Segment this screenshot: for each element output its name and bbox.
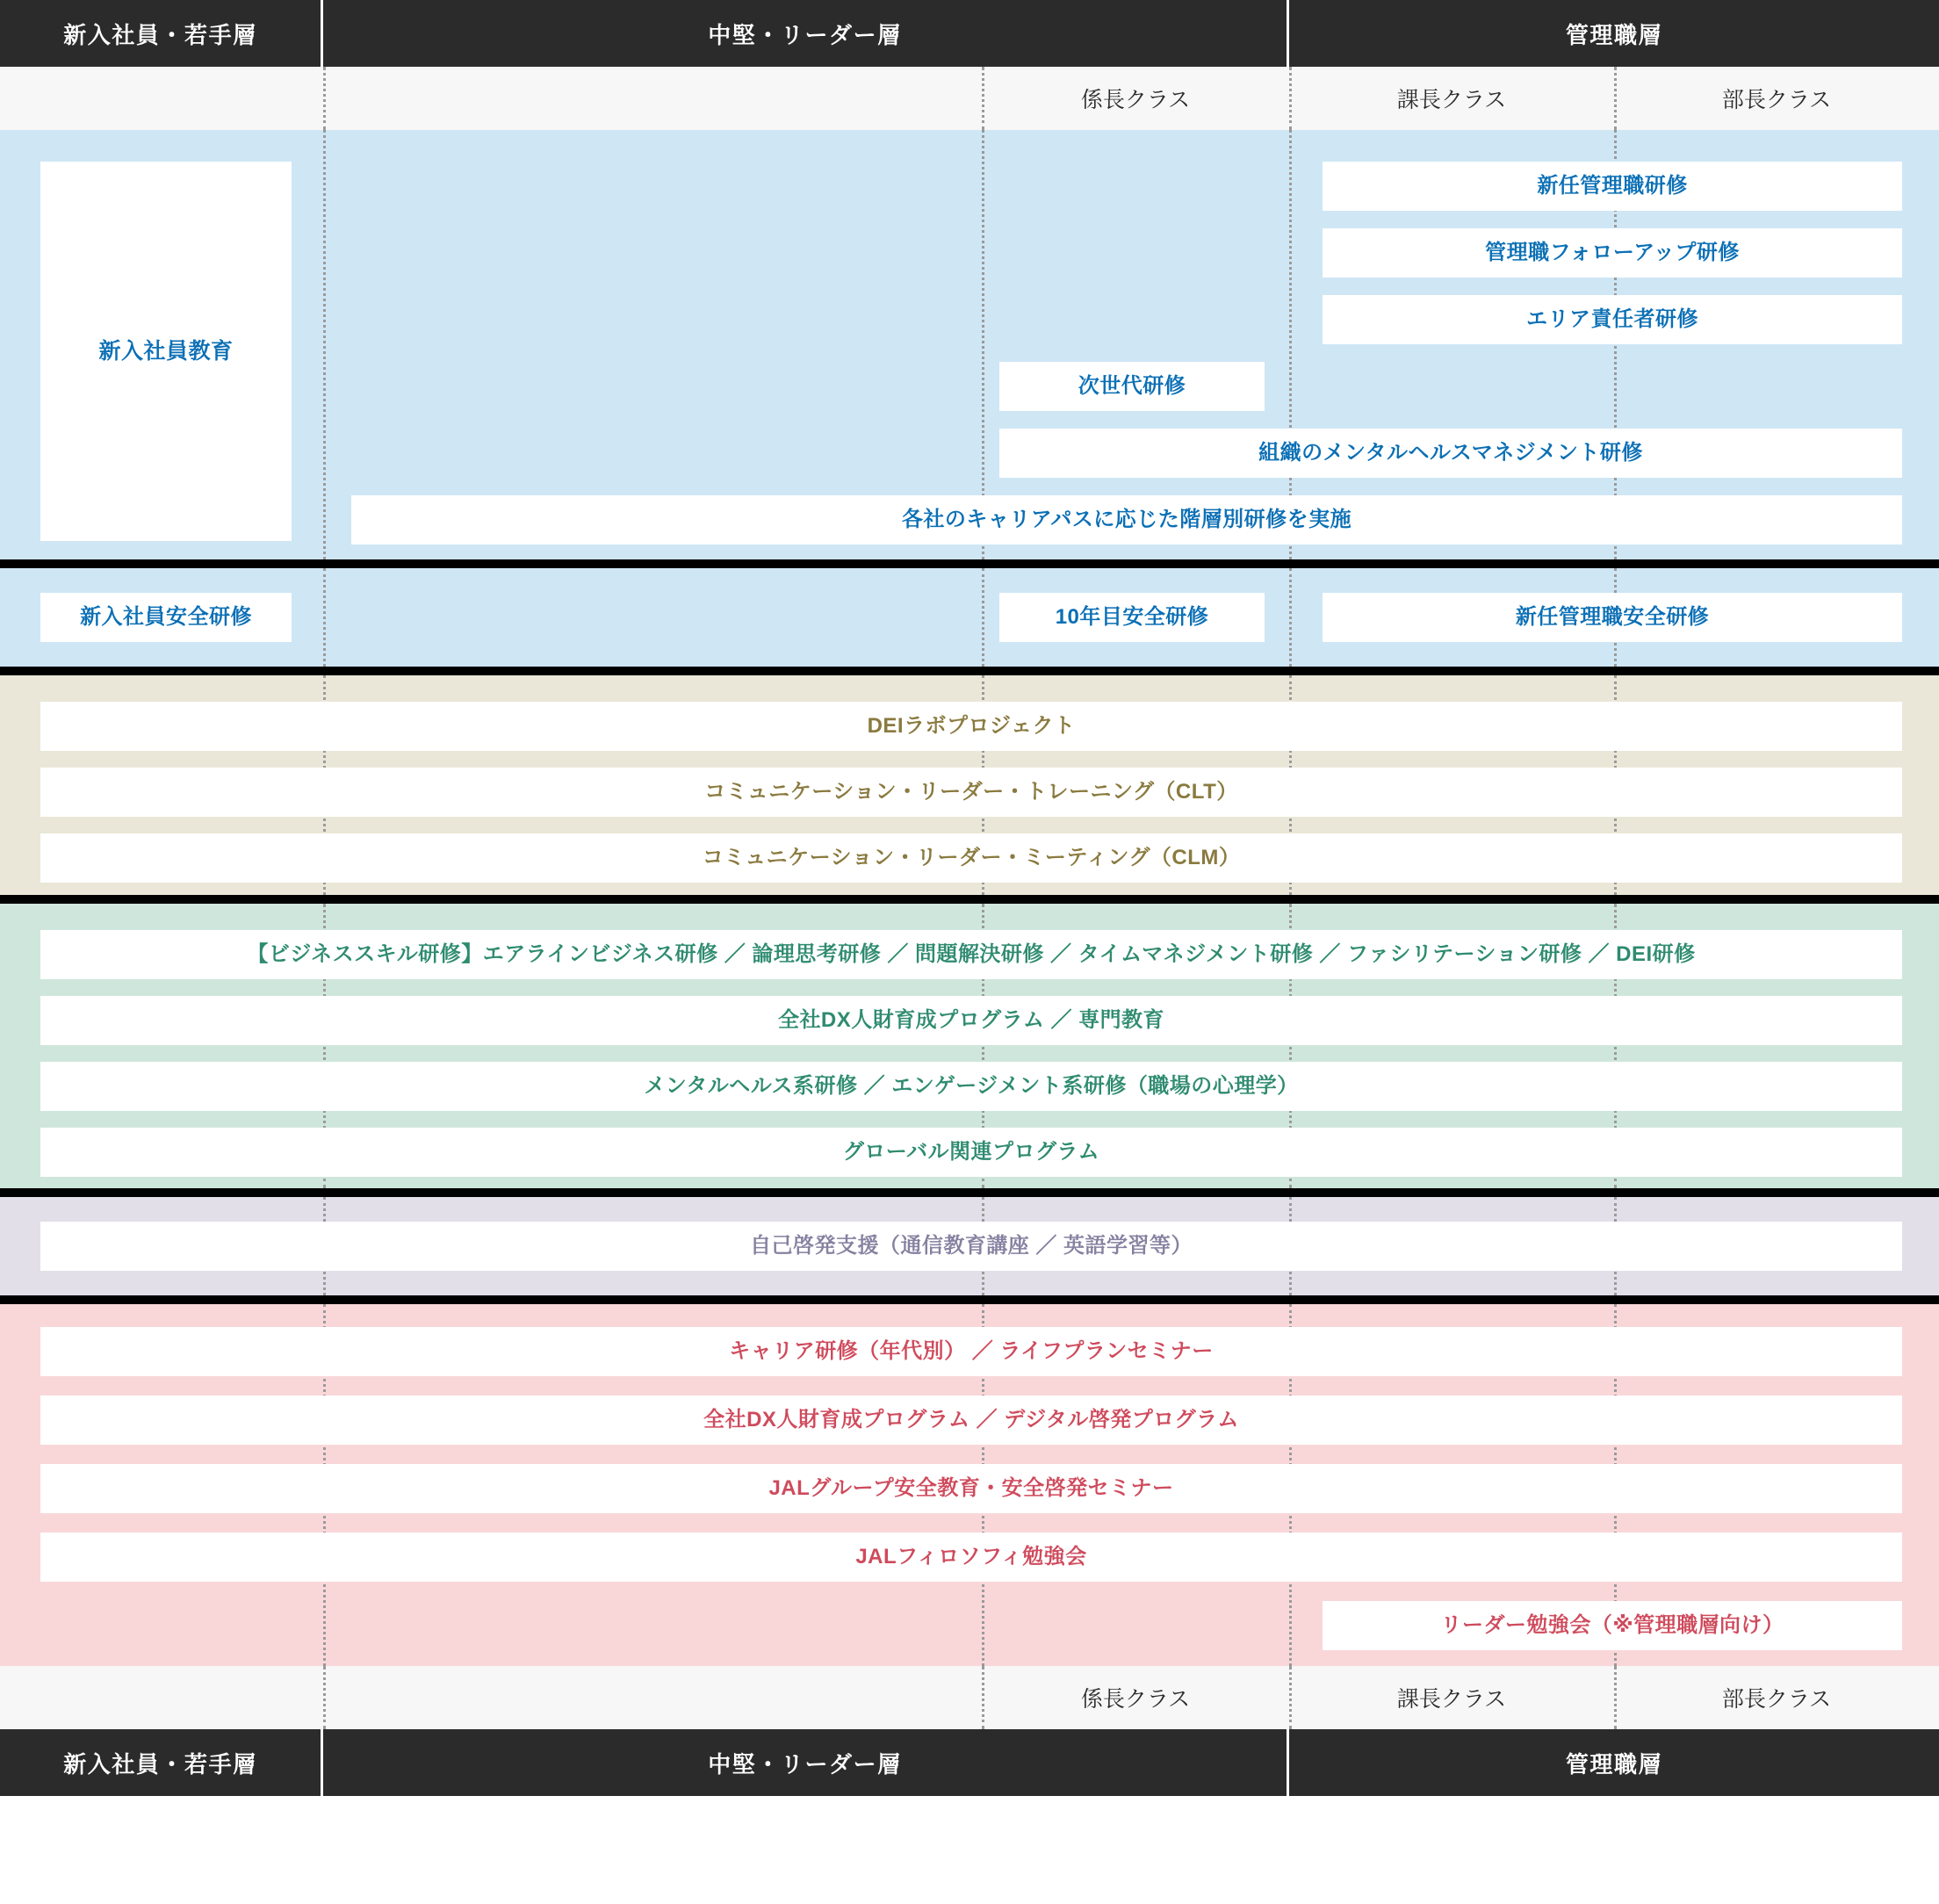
header-bar [0, 0, 1939, 67]
program-company-career-path-training[interactable] [351, 495, 1902, 545]
subheader-kakaricho-label: 係長クラス [1080, 88, 1191, 112]
program-self-development-support[interactable] [40, 1222, 1902, 1271]
header-col-management [1289, 0, 1939, 67]
program-next-generation-training-label: 次世代研修 [1078, 374, 1186, 399]
footer-subheader-bar [0, 1666, 1939, 1729]
program-global-related[interactable] [40, 1128, 1902, 1177]
program-dei-lab-project[interactable] [40, 702, 1902, 751]
footer-subheader-kacho [1289, 1666, 1614, 1729]
program-jal-safety-seminar-label: JALグループ安全教育・安全啓発セミナー [768, 1476, 1174, 1501]
program-10year-safety-training-label: 10年目安全研修 [1055, 605, 1209, 630]
program-clt-label: コミュニケーション・リーダー・トレーニング（CLT） [704, 780, 1238, 804]
program-company-career-path-training-label: 各社のキャリアパスに応じた階層別研修を実施 [901, 508, 1352, 532]
footer-subheader-kakaricho-label: 係長クラス [1080, 1687, 1191, 1712]
subheader-bucho [1614, 67, 1939, 130]
program-clt[interactable] [40, 768, 1902, 817]
footer-col-management-label: 管理職層 [1565, 1750, 1663, 1778]
program-newcomer-education[interactable] [40, 162, 292, 541]
band-self-development [0, 1197, 1939, 1295]
program-new-manager-safety-training[interactable] [1323, 593, 1902, 642]
program-org-mental-health-management-label: 組織のメンタルヘルスマネジメント研修 [1258, 441, 1643, 465]
program-manager-followup-training-label: 管理職フォローアップ研修 [1485, 241, 1740, 265]
program-mental-health-engagement[interactable] [40, 1062, 1902, 1111]
footer-subheader-bucho-label: 部長クラス [1721, 1687, 1832, 1712]
program-dx-talent-development[interactable] [40, 996, 1902, 1045]
program-global-related-label: グローバル関連プログラム [842, 1140, 1100, 1165]
subheader-bar [0, 67, 1939, 130]
program-dei-lab-project-label: DEIラボプロジェクト [867, 714, 1076, 739]
divider-1 [0, 559, 1939, 568]
program-new-manager-training[interactable] [1323, 162, 1902, 211]
program-jal-safety-seminar[interactable] [40, 1464, 1902, 1513]
divider-2 [0, 667, 1939, 675]
header-col-midlevel [323, 0, 1289, 67]
program-clm-label: コミュニケーション・リーダー・ミーティング（CLM） [702, 846, 1241, 870]
program-jal-philosophy-study[interactable] [40, 1533, 1902, 1582]
header-col-management-label: 管理職層 [1565, 21, 1663, 48]
program-next-generation-training[interactable] [999, 362, 1265, 411]
program-newcomer-safety-training-label: 新入社員安全研修 [80, 605, 252, 630]
footer-col-young-label: 新入社員・若手層 [63, 1750, 257, 1778]
program-dx-digital-awareness[interactable] [40, 1396, 1902, 1445]
program-leader-study-meeting[interactable] [1323, 1601, 1902, 1650]
program-new-manager-training-label: 新任管理職研修 [1537, 174, 1688, 198]
footer-subheader-kakaricho [982, 1666, 1289, 1729]
header-col-young-label: 新入社員・若手層 [63, 21, 257, 48]
band-skill-programs [0, 904, 1939, 1188]
footer-col-young [0, 1729, 323, 1796]
band-safety-training [0, 568, 1939, 667]
footer-subheader-kacho-label: 課長クラス [1396, 1687, 1507, 1712]
program-newcomer-safety-training[interactable] [40, 593, 292, 642]
program-newcomer-education-label: 新入社員教育 [98, 338, 234, 364]
program-mental-health-engagement-label: メンタルヘルス系研修 ／ エンゲージメント系研修（職場の心理学） [644, 1074, 1299, 1099]
subheader-bucho-label: 部長クラス [1721, 88, 1832, 112]
program-career-training[interactable] [40, 1327, 1902, 1376]
header-col-midlevel-label: 中堅・リーダー層 [708, 21, 902, 48]
footer-col-midlevel-label: 中堅・リーダー層 [708, 1750, 902, 1778]
footer-col-midlevel [323, 1729, 1289, 1796]
footer-subheader-bucho [1614, 1666, 1939, 1729]
program-self-development-support-label: 自己啓発支援（通信教育講座 ／ 英語学習等） [750, 1234, 1193, 1259]
program-business-skills-label: 【ビジネススキル研修】エアラインビジネス研修 ／ 論理思考研修 ／ 問題解決研修 ／ タイムマネジメント研修 ／ ファシリテーション研修 ／ DEI研修 [247, 942, 1696, 967]
program-clm[interactable] [40, 833, 1902, 883]
program-area-manager-training-label: エリア責任者研修 [1526, 307, 1698, 332]
subheader-kacho [1289, 67, 1614, 130]
program-10year-safety-training[interactable] [999, 593, 1265, 642]
program-business-skills[interactable] [40, 930, 1902, 979]
divider-3 [0, 895, 1939, 904]
band-career-programs [0, 1304, 1939, 1666]
program-manager-followup-training[interactable] [1323, 228, 1902, 278]
program-dx-digital-awareness-label: 全社DX人財育成プログラム ／ デジタル啓発プログラム [703, 1408, 1239, 1432]
program-leader-study-meeting-label: リーダー勉強会（※管理職層向け） [1440, 1613, 1784, 1638]
footer-col-management [1289, 1729, 1939, 1796]
program-career-training-label: キャリア研修（年代別） ／ ライフプランセミナー [729, 1339, 1214, 1364]
program-org-mental-health-management[interactable] [999, 429, 1902, 478]
divider-4 [0, 1188, 1939, 1197]
band-leadership-programs [0, 675, 1939, 895]
program-jal-philosophy-study-label: JALフィロソフィ勉強会 [855, 1545, 1087, 1569]
footer-bar [0, 1729, 1939, 1796]
subheader-kakaricho [982, 67, 1289, 130]
header-col-young [0, 0, 323, 67]
subheader-kacho-label: 課長クラス [1396, 88, 1507, 112]
program-dx-talent-development-label: 全社DX人財育成プログラム ／ 専門教育 [777, 1008, 1165, 1033]
band-hierarchical-training [0, 130, 1939, 559]
program-new-manager-safety-training-label: 新任管理職安全研修 [1515, 605, 1710, 630]
program-area-manager-training[interactable] [1323, 295, 1902, 344]
divider-5 [0, 1295, 1939, 1304]
